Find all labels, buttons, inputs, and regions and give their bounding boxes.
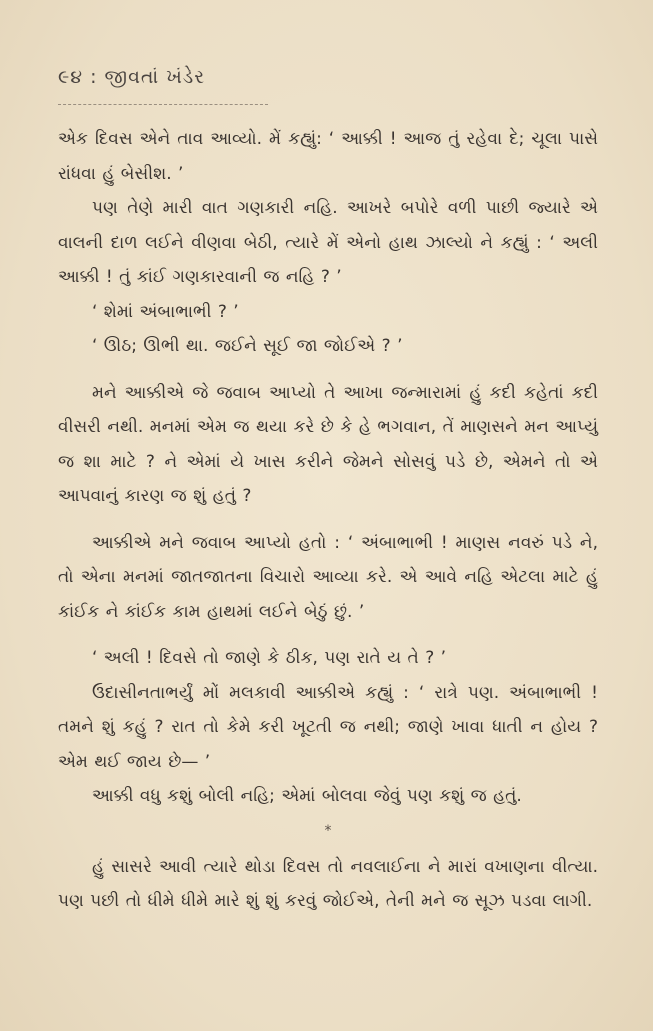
- chapter-title: જીવતાં ખંડેર: [104, 66, 206, 88]
- dialogue-line-2: ‘ ઊઠ; ઊભી થા. જઈને સૂઈ જા જોઈએ ? ’: [92, 336, 403, 356]
- section-divider: *: [324, 822, 332, 839]
- dialogue-line-3: ‘ અલી ! દિવસે તો જાણે કે ઠીક, પણ રાતે ય તે ? ’: [92, 648, 447, 668]
- paragraph-1: એક દિવસ એને તાવ આવ્યો. મેં કહ્યું: ‘ આક્કી ! આજ તું રહેવા દે; ચૂલા પાસે રાંધવા હું બેસીશ. ’: [58, 129, 598, 184]
- paragraph-2: પણ તેણે મારી વાત ગણકારી નહિ. આખરે બપોરે વળી પાછી જ્યારે એ વાલની દાળ લઈને વીણવા બેઠી, ત્યારે મેં એનો હાથ ઝાલ્યો ને કહ્યું : ‘ અલી આક્કી ! તું કાંઈ ગણકારવાની જ નહિ ? ’: [58, 198, 598, 287]
- header-separator: :: [90, 66, 98, 88]
- page-number: ૯૪: [58, 66, 84, 88]
- body-text: [58, 122, 598, 919]
- header-underline: [58, 104, 268, 105]
- paragraph-3: મને આક્કીએ જે જવાબ આપ્યો તે આખા જન્મારામાં હું કદી કહેતાં કદી વીસરી નથી. મનમાં એમ જ થયા કરે છે કે હે ભગવાન, તેં માણસને મન આપ્યું જ શા માટે ? ને એમાં યે ખાસ કરીને જેમને સોસવું પડે છે, એમને તો એ આપવાનું કારણ જ શું હતું ?: [58, 382, 598, 506]
- dialogue-line-1: ‘ શેમાં અંબાભાભી ? ’: [92, 301, 239, 322]
- paragraph-7: હું સાસરે આવી ત્યારે થોડા દિવસ તો નવલાઈના ને મારાં વખાણના વીત્યા. પણ પછી તો ધીમે ધીમે મારે શું શું કરવું જોઈએ, તેની મને જ સૂઝ પડવા લાગી.: [58, 856, 598, 911]
- paragraph-6: આક્કી વધુ કશું બોલી નહિ; એમાં બોલવા જેવું પણ કશું જ હતું.: [92, 786, 522, 806]
- paragraph-5: ઉદાસીનતાભર્યું મોં મલકાવી આક્કીએ કહ્યું : ‘ રાત્રે પણ. અંબાભાભી ! તમને શું કહું ? રાત તો કેમે કરી ખૂટતી જ નથી; જાણે ખાવા ધાતી ન હોય ? એમ થઈ જાય છે— ’: [58, 682, 598, 772]
- paragraph-4: આક્કીએ મને જવાબ આપ્યો હતો : ‘ અંબાભાભી ! માણસ નવરું પડે ને, તો એના મનમાં જાતજાતના વિચારો આવ્યા કરે. એ આવે નહિ એટલા માટે હું કાંઈક ને કાંઈક કામ હાથમાં લઈને બેઠું છું. ’: [58, 532, 598, 622]
- running-header: [58, 66, 205, 88]
